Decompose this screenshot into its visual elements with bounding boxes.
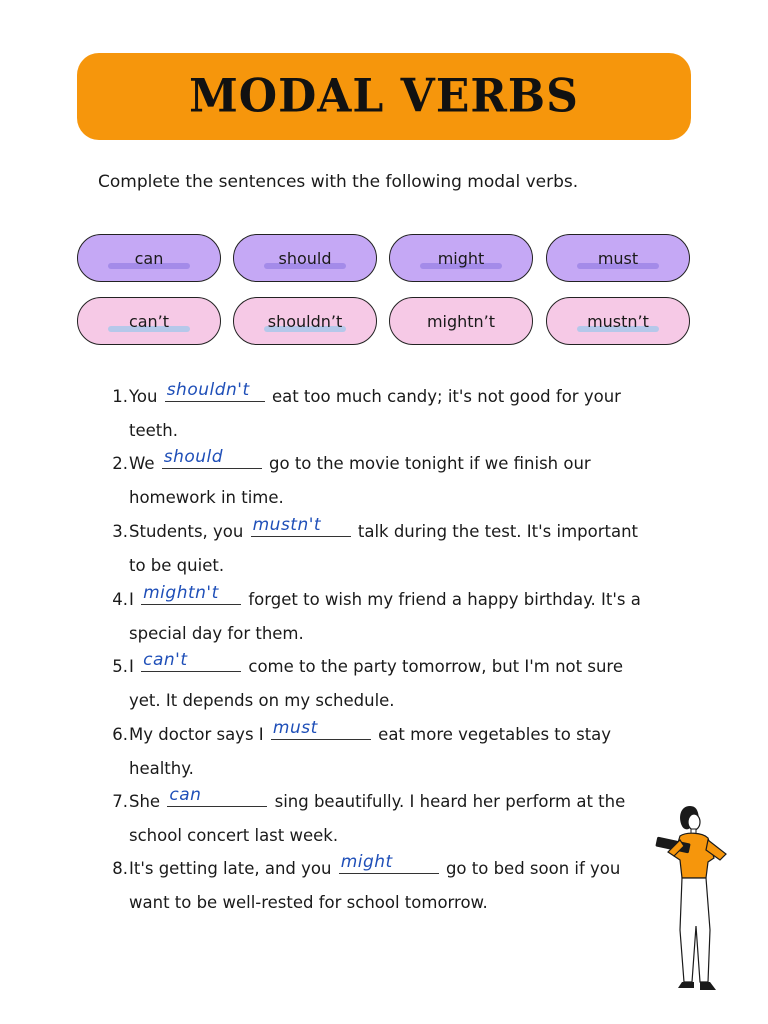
answer-blank[interactable] [141, 651, 241, 672]
answer-blank[interactable] [162, 448, 262, 469]
instructions-text: Complete the sentences with the following modal verbs. [98, 172, 579, 192]
word-bank-pill [546, 297, 690, 345]
item-number: 4. [112, 590, 128, 609]
word-bank-pill [77, 234, 221, 282]
sentence-start: Students, you [129, 522, 244, 541]
sentence-continuation: teeth. [129, 421, 178, 440]
answer-blank[interactable] [251, 516, 351, 537]
handwritten-answer: should [163, 447, 224, 467]
sentence-continuation: to be quiet. [129, 556, 225, 575]
item-number: 3. [112, 522, 128, 541]
word-bank-pill [77, 297, 221, 345]
answer-blank[interactable] [271, 719, 371, 740]
sentence-continuation: want to be well-rested for school tomorrow. [129, 893, 488, 912]
sentence-start: You [129, 387, 158, 406]
sentence-end: go to bed soon if you [445, 859, 621, 878]
item-number: 7. [112, 792, 128, 811]
word-bank-word: mustn’t [587, 311, 649, 331]
handwritten-answer: can [169, 785, 202, 805]
word-bank-pill [233, 234, 377, 282]
handwritten-answer: must [272, 718, 318, 738]
word-bank-word: mightn’t [426, 311, 496, 331]
sentence-end: forget to wish my friend a happy birthday. It's a [248, 590, 641, 609]
sentence-continuation: yet. It depends on my schedule. [129, 691, 395, 710]
handwritten-answer: mightn't [143, 583, 219, 603]
word-bank-pill [389, 297, 533, 345]
sentence-start: She [129, 792, 161, 811]
handwritten-answer: shouldn't [166, 380, 250, 400]
sentence-continuation: healthy. [129, 759, 194, 778]
sentence-end: come to the party tomorrow, but I'm not sure [248, 657, 623, 676]
word-bank-word: can’t [128, 311, 170, 331]
sentence-continuation: special day for them. [129, 624, 304, 643]
word-bank-pill [233, 297, 377, 345]
sentence-end: talk during the test. It's important [357, 522, 639, 541]
handwritten-answer: mustn't [252, 515, 322, 535]
word-bank-word: can [134, 248, 164, 268]
answer-blank[interactable] [165, 381, 265, 402]
item-number: 1. [112, 387, 128, 406]
item-number: 5. [112, 657, 128, 676]
sentence-continuation: school concert last week. [129, 826, 339, 845]
word-bank-word: might [437, 248, 485, 268]
sentence-end: go to the movie tonight if we finish our [269, 454, 591, 473]
answer-blank[interactable] [339, 853, 439, 874]
answer-blank[interactable] [141, 584, 241, 605]
woman-with-tablet-icon [650, 800, 740, 1000]
title-banner [77, 53, 691, 140]
sentence-start: It's getting late, and you [129, 859, 332, 878]
handwritten-answer: might [340, 852, 393, 872]
sentence-start: My doctor says I [129, 725, 264, 744]
word-bank-pill [389, 234, 533, 282]
sentence-start: I [129, 590, 134, 609]
sentence-end: eat too much candy; it's not good for your [271, 387, 621, 406]
item-number: 2. [112, 454, 128, 473]
sentence-end: eat more vegetables to stay [378, 725, 612, 744]
sentence-continuation: homework in time. [129, 488, 284, 507]
page-title: MODAL VERBS [189, 69, 579, 124]
word-bank-word: shouldn’t [267, 311, 343, 331]
handwritten-answer: can't [143, 650, 188, 670]
sentence-start: We [129, 454, 155, 473]
item-number: 8. [112, 859, 128, 878]
item-number: 6. [112, 725, 128, 744]
answer-blank[interactable] [167, 786, 267, 807]
word-bank-pill [546, 234, 690, 282]
word-bank-word: must [597, 248, 639, 268]
sentence-start: I [129, 657, 134, 676]
sentence-end: sing beautifully. I heard her perform at the [274, 792, 626, 811]
word-bank-word: should [278, 248, 332, 268]
